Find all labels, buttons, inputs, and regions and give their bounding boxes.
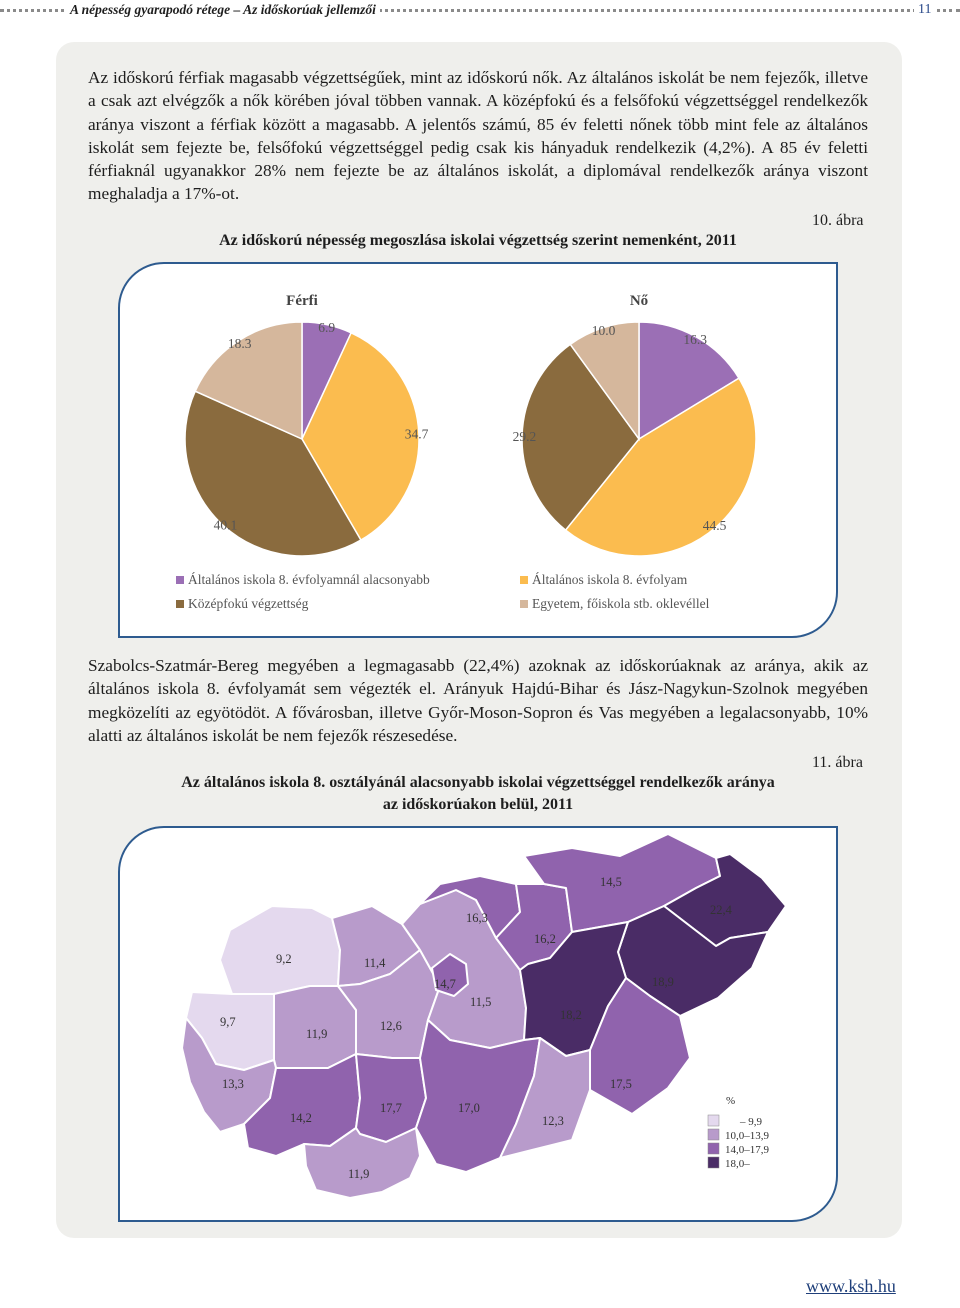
paragraph-1: Az időskorú férfiak magasabb végzettségűek, mint az időskorú nők. Az általános iskolát be nem fejezők, illetve a csak azt elvégzők a nők körében jóval többen vannak. A középfokú és a felsőfokú végzettséggel rendelkezők aránya viszont a férfiak között a magasabb. A jelentős számú, 85 év feletti nőnek több mint fele az általános iskolát sem fejezte be, felsőfokú végzettséggel pedig csak kis hányaduk rendelkezik (4,2%). A 85 év feletti férfiaknál ugyanakkor 28% nem fejezte be az általános iskolát, a diplomával rendelkezők aránya viszont meghaladja a 17%-ot.	[88, 68, 868, 204]
figure-11-label: 11. ábra	[812, 754, 863, 771]
map-label: 16,3	[466, 911, 488, 925]
map-legend-label: 10,0–13,9	[725, 1130, 769, 1142]
map-legend-swatch	[708, 1129, 719, 1140]
page-header	[0, 0, 960, 22]
map-legend-title: %	[726, 1095, 736, 1107]
map-label: 11,9	[306, 1027, 328, 1041]
map-label: 14,7	[434, 977, 456, 991]
pie-charts	[120, 264, 836, 636]
county-map	[120, 828, 836, 1220]
pie-data-label: 6.9	[318, 320, 336, 335]
map-label: 13,3	[222, 1077, 244, 1091]
pie-title-no: Nő	[629, 293, 649, 309]
pie-title-ferfi: Férfi	[286, 293, 318, 309]
map-label: 18,2	[560, 1008, 582, 1022]
map-box	[118, 826, 838, 1222]
legend-label: Általános iskola 8. évfolyamnál alacsonyabb	[188, 572, 430, 587]
map-label: 11,4	[364, 956, 386, 970]
map-label: 17,7	[380, 1101, 402, 1115]
legend-swatch	[520, 576, 528, 584]
pie-data-label: 16.3	[683, 332, 708, 347]
pie-data-label: 44.5	[702, 518, 727, 534]
legend-label: Általános iskola 8. évfolyam	[532, 572, 688, 587]
map-label: 9,7	[220, 1015, 236, 1029]
legend-label: Egyetem, főiskola stb. oklevéllel	[532, 596, 710, 611]
header-title: A népesség gyarapodó rétege – Az időskorúak jellemzői	[66, 2, 380, 18]
map-label: 12,3	[542, 1114, 564, 1128]
map-label: 11,9	[348, 1167, 370, 1181]
figure-10-label: 10. ábra	[812, 212, 864, 229]
pie-data-label: 34.7	[404, 426, 429, 442]
pie-ferfi	[185, 320, 429, 556]
county-shapes	[182, 834, 786, 1198]
map-label: 11,5	[470, 995, 492, 1009]
legend-swatch	[176, 576, 184, 584]
figure-11-title-line-2: az időskorúakon belül, 2011	[382, 796, 574, 813]
map-legend-swatch	[708, 1143, 719, 1154]
figure-11-title-line-1: Az általános iskola 8. osztályánál alacsonyabb iskolai végzettséggel rendelkezők aránya	[181, 774, 775, 791]
map-legend-label: – 9,9	[740, 1116, 762, 1128]
map-legend-label: 18,0–	[725, 1158, 750, 1170]
legend-item-university	[520, 596, 710, 611]
pie-chart-box	[118, 262, 838, 638]
pie-data-label: 29.2	[512, 429, 537, 445]
map-label: 17,0	[458, 1101, 480, 1115]
footer-link[interactable]: www.ksh.hu	[806, 1276, 896, 1296]
pie-legend	[176, 572, 710, 611]
map-label: 9,2	[276, 952, 292, 966]
figure-10-title: Az időskorú népesség megoszlása iskolai végzettség szerint nemenként, 2011	[219, 232, 737, 249]
map-legend	[708, 1095, 770, 1170]
map-legend-swatch	[708, 1115, 719, 1126]
map-label: 14,2	[290, 1111, 312, 1125]
legend-item-secondary	[176, 596, 309, 611]
legend-item-8-grade	[520, 572, 688, 587]
paragraph-2: Szabolcs-Szatmár-Bereg megyében a legmagasabb (22,4%) azoknak az időskorúaknak az aránya, akik az általános iskola 8. évfolyamát sem végezték el. Arányuk Hajdú-Bihar és Jász-Nagykun-Szolnok megyében megközelíti az egyötödöt. A fővárosban, illetve Győr-Moson-Sopron és Vas megyében a legalacsonyabb, 10% alatti az általános iskolát be nem fejezők részesedése.	[88, 656, 868, 745]
map-label: 18,9	[652, 975, 674, 989]
map-label: 16,2	[534, 932, 556, 946]
map-label: 17,5	[610, 1077, 632, 1091]
map-label: 14,5	[600, 875, 622, 889]
page-number: 11	[914, 2, 935, 18]
map-label: 22,4	[710, 903, 732, 917]
map-legend-label: 14,0–17,9	[725, 1144, 769, 1156]
legend-item-below-8	[176, 572, 430, 587]
pie-data-label: 40.1	[213, 517, 238, 533]
legend-swatch	[520, 600, 528, 608]
pie-no	[513, 322, 756, 556]
legend-label: Középfokú végzettség	[188, 596, 309, 611]
map-legend-swatch	[708, 1157, 719, 1168]
map-label: 12,6	[380, 1019, 402, 1033]
region-gyor-moson-sopron	[220, 906, 340, 994]
legend-swatch	[176, 600, 184, 608]
pie-data-label: 18.3	[227, 335, 252, 351]
pie-data-label: 10.0	[591, 323, 616, 338]
